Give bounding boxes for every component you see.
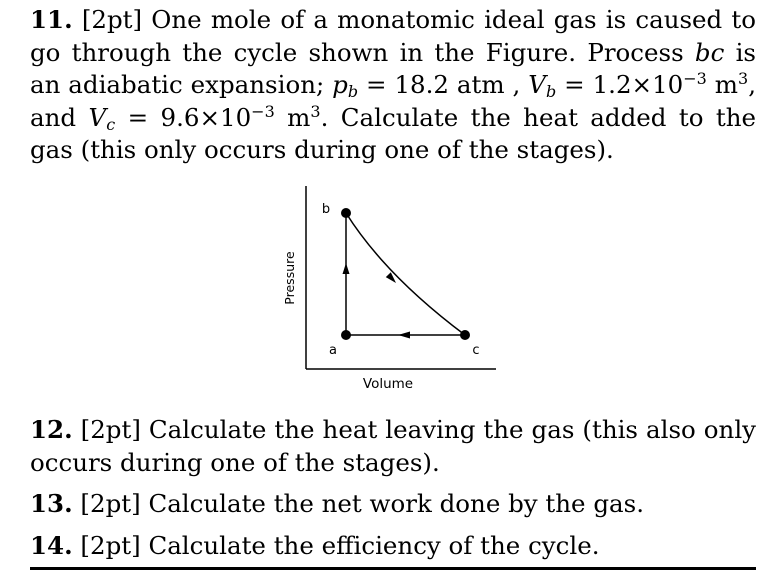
- question-12-number: 12.: [30, 415, 73, 444]
- question-13-text: Calculate the net work done by the gas.: [148, 489, 644, 518]
- process-bc-curve: [346, 213, 465, 335]
- question-11-end: . Calculate the heat added to the gas (this only occurs during one of the stages).: [30, 102, 756, 164]
- vb-value: = 1.2×10: [564, 70, 684, 99]
- question-12: [30, 414, 756, 479]
- point-a-label: a: [329, 343, 337, 358]
- vb-symbol: V: [528, 70, 546, 99]
- pb-symbol: p: [332, 70, 348, 99]
- y-axis-label: Pressure: [282, 251, 297, 305]
- question-11-adiabatic: is an adiabatic expansion;: [30, 37, 756, 99]
- and-text: , and: [30, 70, 756, 132]
- question-13-number: 13.: [30, 489, 73, 518]
- question-14-points: [2pt]: [80, 531, 141, 560]
- pb-value: = 18.2 atm ,: [366, 70, 521, 99]
- vc-subscript: c: [106, 114, 116, 134]
- vc-unit: m: [287, 102, 311, 132]
- bottom-rule: [30, 567, 756, 570]
- point-b-dot: [341, 208, 351, 218]
- vc-value: = 9.6×10: [127, 102, 252, 132]
- vb-unit-exponent: 3: [738, 69, 749, 88]
- question-11-number: 11.: [30, 5, 73, 34]
- question-11-intro: One mole of a monatomic ideal gas is caused to go through the cycle shown in the Figure. Process: [30, 5, 757, 67]
- process-ab-arrow: [343, 263, 350, 274]
- pv-diagram: [270, 180, 510, 400]
- question-13: [30, 488, 756, 521]
- question-14: [30, 530, 756, 563]
- pb-subscript: b: [347, 82, 359, 101]
- vb-exponent: −3: [683, 69, 707, 88]
- point-c-dot: [460, 330, 470, 340]
- question-11-points: [2pt]: [81, 5, 143, 34]
- vb-subscript: b: [545, 82, 557, 101]
- question-12-points: [2pt]: [80, 415, 141, 444]
- vb-unit: m: [714, 70, 738, 99]
- point-b-label: b: [321, 202, 331, 217]
- x-axis-label: Volume: [362, 376, 414, 392]
- vc-symbol: V: [88, 102, 107, 132]
- question-14-number: 14.: [30, 531, 73, 560]
- question-13-points: [2pt]: [80, 489, 141, 518]
- point-c-label: c: [472, 343, 480, 358]
- question-11-process: bc: [694, 37, 725, 67]
- point-a-dot: [341, 330, 351, 340]
- process-ca-arrow: [398, 332, 410, 339]
- question-11: [30, 4, 756, 167]
- vc-exponent: −3: [251, 101, 275, 121]
- question-12-text: Calculate the heat leaving the gas (this also only occurs during one of the stages).: [30, 415, 757, 477]
- question-14-text: Calculate the efficiency of the cycle.: [148, 531, 600, 560]
- vc-unit-exponent: 3: [310, 101, 321, 121]
